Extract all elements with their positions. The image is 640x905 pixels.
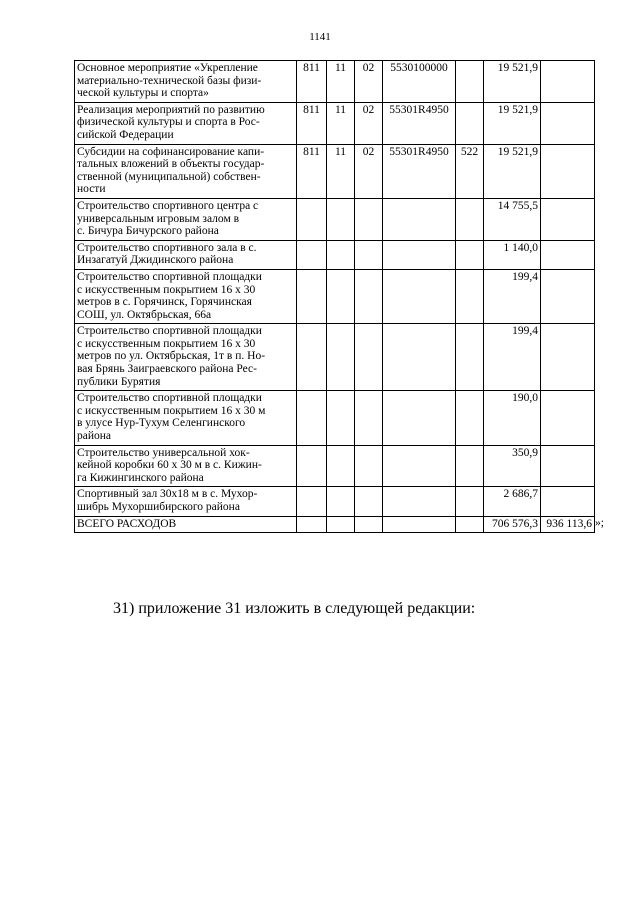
target-article-cell (383, 269, 456, 323)
table-row (75, 324, 595, 391)
subsection-code-cell (355, 487, 383, 516)
ministry-code-cell (297, 391, 327, 445)
row-name-line: Основное мероприятие «Укрепление (77, 62, 258, 74)
row-name-line: в улусе Нур-Тухум Селенгинского (77, 417, 246, 430)
section-code-cell (327, 269, 355, 323)
ministry-code-cell: 811 (297, 144, 327, 198)
target-article-cell: 55301R4950 (383, 102, 456, 144)
section-code-cell (327, 516, 355, 533)
instruction-text: 31) приложение 31 изложить в следующей редакции: (113, 600, 476, 617)
ministry-code-cell: 811 (297, 102, 327, 144)
row-name-line: вая Брянь Заиграевского района Рес- (77, 363, 257, 376)
amount-cell: 350,9 (484, 445, 541, 487)
amount-cell: 14 755,5 (484, 198, 541, 240)
table-row (75, 516, 595, 533)
row-name-line: Инзагатуй Джидинского района (77, 254, 234, 267)
expense-type-cell (456, 324, 484, 391)
row-name-line: метров по ул. Октябрьская, 1т в п. Но- (77, 350, 266, 363)
row-name-line: публики Бурятия (77, 375, 161, 388)
row-name-line: Строительство спортивной площадки (77, 392, 262, 405)
amount-second-cell (541, 61, 595, 103)
row-name-line: Спортивный зал 30х18 м в с. Мухор- (77, 488, 258, 501)
section-code-cell (327, 391, 355, 445)
subsection-code-cell (355, 240, 383, 269)
row-name-line: СОШ, ул. Октябрьская, 66а (77, 308, 212, 321)
ministry-code-cell (297, 324, 327, 391)
amount-second-cell (541, 240, 595, 269)
row-name-line: Строительство спортивного зала в с. (77, 241, 257, 254)
expense-type-cell (456, 61, 484, 103)
row-name-line: ственной (муниципальной) собствен- (77, 170, 261, 183)
amount-cell: 190,0 (484, 391, 541, 445)
target-article-cell (383, 391, 456, 445)
amount-cell: 199,4 (484, 269, 541, 323)
row-name-line: Строительство спортивного центра с (77, 199, 259, 212)
amount-cell: 706 576,3 (484, 516, 541, 533)
subsection-code-cell (355, 391, 383, 445)
target-article-cell (383, 516, 456, 533)
row-name-cell (75, 516, 297, 533)
amount-cell: 19 521,9 (484, 102, 541, 144)
closing-quote-mark: »; (595, 517, 604, 530)
table-row (75, 61, 595, 103)
ministry-code-cell (297, 445, 327, 487)
row-name-line: Строительство спортивной площадки (77, 325, 262, 338)
row-name-line: га Кижингинского района (77, 471, 204, 484)
target-article-cell (383, 240, 456, 269)
row-name-line: метров в с. Горячинск, Горячинская (77, 296, 252, 309)
expense-type-cell: 522 (456, 144, 484, 198)
row-name-line: универсальным игровым залом в (77, 212, 240, 225)
row-name-line: Субсидии на софинансирование капи- (77, 145, 265, 158)
subsection-code-cell: 02 (355, 102, 383, 144)
row-name-cell (75, 445, 297, 487)
target-article-cell (383, 445, 456, 487)
row-name-line: Строительство универсальной хок- (77, 446, 250, 459)
subsection-code-cell: 02 (355, 61, 383, 103)
row-name-cell (75, 61, 297, 103)
section-code-cell: 11 (327, 61, 355, 103)
row-name-cell (75, 144, 297, 198)
row-name-line: района (77, 430, 112, 443)
target-article-cell: 55301R4950 (383, 144, 456, 198)
section-code-cell (327, 240, 355, 269)
target-article-cell (383, 487, 456, 516)
amount-second-cell (541, 391, 595, 445)
row-name-line: шибрь Мухоршибирского района (77, 501, 240, 513)
row-name-line: ческой культуры и спорта» (77, 87, 209, 100)
row-name-cell (75, 269, 297, 323)
row-name-line: тальных вложений в объекты государ- (77, 158, 265, 171)
section-code-cell (327, 324, 355, 391)
target-article-cell: 5530100000 (383, 61, 456, 103)
row-name-line: Строительство спортивной площадки (77, 270, 262, 283)
ministry-code-cell (297, 240, 327, 269)
amount-second-cell (541, 269, 595, 323)
subsection-code-cell (355, 198, 383, 240)
expense-type-cell (456, 198, 484, 240)
expense-type-cell (456, 445, 484, 487)
ministry-code-cell: 811 (297, 61, 327, 103)
row-name-cell (75, 102, 297, 144)
table-body (75, 61, 604, 533)
expense-type-cell (456, 391, 484, 445)
section-code-cell (327, 445, 355, 487)
section-code-cell: 11 (327, 102, 355, 144)
row-name-cell (75, 487, 297, 516)
table-row (75, 144, 595, 198)
table-row (75, 269, 595, 323)
amount-cell: 19 521,9 (484, 144, 541, 198)
ministry-code-cell (297, 269, 327, 323)
row-name-line: с искусственным покрытием 16 х 30 (77, 283, 256, 296)
expense-type-cell (456, 269, 484, 323)
row-name-line: ности (77, 183, 106, 196)
amount-cell: 1 140,0 (484, 240, 541, 269)
row-name-cell (75, 324, 297, 391)
ministry-code-cell (297, 516, 327, 533)
table-row (75, 391, 595, 445)
row-name-cell (75, 240, 297, 269)
amount-second-cell (541, 102, 595, 144)
table-row (75, 240, 595, 269)
table-row (75, 487, 595, 516)
section-code-cell: 11 (327, 144, 355, 198)
amount-cell: 199,4 (484, 324, 541, 391)
subsection-code-cell (355, 516, 383, 533)
target-article-cell (383, 324, 456, 391)
row-name-cell (75, 391, 297, 445)
subsection-code-cell (355, 324, 383, 391)
row-name-line: сийской Федерации (77, 128, 174, 141)
ministry-code-cell (297, 487, 327, 516)
row-name-line: с искусственным покрытием 16 х 30 (77, 337, 256, 350)
row-name-line: физической культуры и спорта в Рос- (77, 116, 260, 129)
expense-type-cell (456, 102, 484, 144)
section-code-cell (327, 487, 355, 516)
amount-second-cell: 936 113,6 (541, 516, 595, 533)
amount-second-cell (541, 487, 595, 516)
row-name-line: Реализация мероприятий по развитию (77, 103, 265, 116)
table-row (75, 102, 595, 144)
table-row (75, 445, 595, 487)
row-name-line: материально-технической базы физи- (77, 74, 262, 87)
subsection-code-cell: 02 (355, 144, 383, 198)
table-row (75, 198, 595, 240)
expense-type-cell (456, 516, 484, 533)
row-name-line: с. Бичура Бичурского района (77, 225, 219, 238)
amount-second-cell (541, 445, 595, 487)
section-code-cell (327, 198, 355, 240)
page-number: 1141 (309, 31, 331, 43)
row-name-cell (75, 198, 297, 240)
subsection-code-cell (355, 269, 383, 323)
subsection-code-cell (355, 445, 383, 487)
expense-type-cell (456, 487, 484, 516)
amount-second-cell (541, 144, 595, 198)
row-name-line: кейной коробки 60 х 30 м в с. Кижин- (77, 459, 262, 472)
expense-type-cell (456, 240, 484, 269)
budget-table (74, 60, 604, 533)
amount-second-cell (541, 198, 595, 240)
ministry-code-cell (297, 198, 327, 240)
amount-cell: 19 521,9 (484, 61, 541, 103)
row-name-line: ВСЕГО РАСХОДОВ (77, 517, 177, 530)
amount-second-cell (541, 324, 595, 391)
amount-cell: 2 686,7 (484, 487, 541, 516)
row-name-line: с искусственным покрытием 16 х 30 м (77, 404, 266, 417)
target-article-cell (383, 198, 456, 240)
